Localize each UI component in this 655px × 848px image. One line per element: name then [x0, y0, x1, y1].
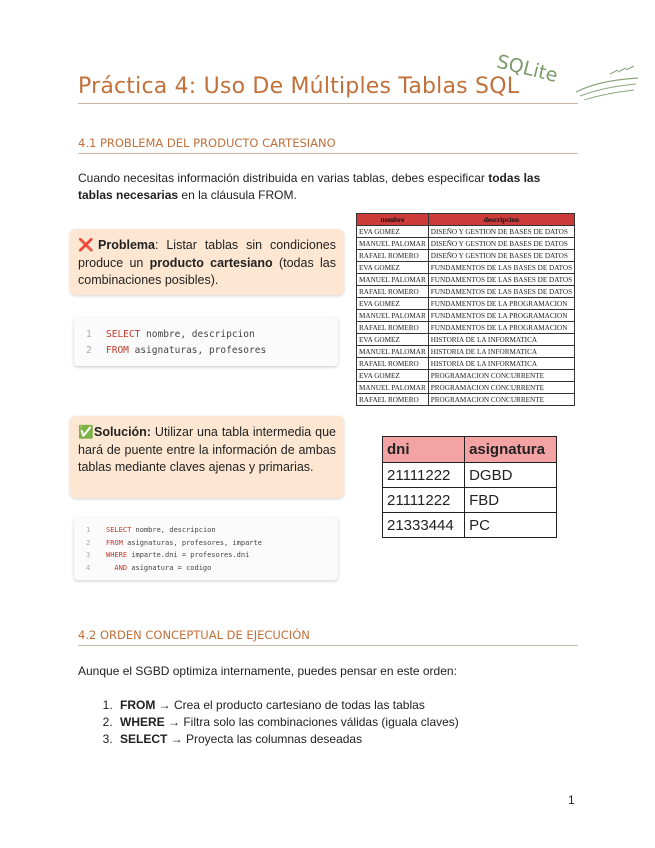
line-number: 4	[86, 563, 91, 572]
table-cell: EVA GOMEZ	[357, 262, 429, 274]
table-cell: EVA GOMEZ	[357, 334, 429, 346]
line-number: 1	[86, 526, 91, 534]
table-cell: RAFAEL ROMERO	[357, 394, 429, 406]
step-keyword: FROM	[120, 698, 156, 712]
solution-callout: ✅Solución: Utilizar una tabla intermedia que hará de puente entre la información de ambas tablas mediante claves ajenas y primarias.	[70, 416, 344, 498]
table-row	[383, 463, 557, 488]
table-cell: 21111222	[383, 463, 465, 488]
line-number: 3	[86, 551, 91, 559]
code-line	[86, 537, 338, 550]
table-row	[357, 238, 575, 250]
table-cell: RAFAEL ROMERO	[357, 358, 429, 370]
table-cell: FUNDAMENTOS DE LA PROGRAMACION	[428, 322, 574, 334]
table-cell: DISEÑO Y GESTION DE BASES DE DATOS	[428, 226, 574, 238]
page-number: 1	[568, 793, 575, 807]
table-cell: FUNDAMENTOS DE LAS BASES DE DATOS	[428, 286, 574, 298]
table-cell: MANUEL PALOMAR	[357, 310, 429, 322]
code-block-join	[74, 518, 338, 580]
table-cell: 21111222	[383, 488, 465, 513]
code-line	[86, 562, 338, 575]
table-cell: MANUEL PALOMAR	[357, 346, 429, 358]
table-cell: HISTORIA DE LA INFORMATICA	[428, 334, 574, 346]
table-cell: FUNDAMENTOS DE LAS BASES DE DATOS	[428, 274, 574, 286]
table-cell: FBD	[465, 488, 557, 513]
table-cell: DISEÑO Y GESTION DE BASES DE DATOS	[428, 238, 574, 250]
line-number: 2	[86, 345, 92, 356]
table-row	[357, 370, 575, 382]
table-cell: EVA GOMEZ	[357, 226, 429, 238]
order-intro: Aunque el SGBD optimiza internamente, puedes pensar en este orden:	[78, 664, 457, 678]
sql-keyword: SELECT	[106, 526, 132, 534]
cartesian-result-table	[356, 213, 575, 406]
logo-text: SQLite	[494, 50, 560, 87]
column-header: dni	[383, 437, 465, 463]
table-row	[357, 382, 575, 394]
code-line	[86, 343, 338, 359]
line-number: 2	[86, 538, 91, 547]
table-row	[357, 322, 575, 334]
table-row	[357, 250, 575, 262]
order-step	[116, 714, 576, 731]
section-divider	[78, 645, 578, 646]
table-row	[357, 262, 575, 274]
table-row	[357, 394, 575, 406]
table-cell: HISTORIA DE LA INFORMATICA	[428, 358, 574, 370]
table-cell: HISTORIA DE LA INFORMATICA	[428, 346, 574, 358]
section-heading-order: 4.2 ORDEN CONCEPTUAL DE EJECUCIÓN	[78, 628, 310, 642]
table-row	[357, 274, 575, 286]
table-cell: RAFAEL ROMERO	[357, 322, 429, 334]
table-cell: 21333444	[383, 513, 465, 538]
line-number: 1	[86, 329, 92, 340]
table-row	[357, 298, 575, 310]
table-cell: PROGRAMACION CONCURRENTE	[428, 370, 574, 382]
execution-order-list	[96, 697, 576, 748]
solution-label: Solución:	[94, 425, 151, 439]
table-cell: FUNDAMENTOS DE LA PROGRAMACION	[428, 298, 574, 310]
problem-callout: ❌Problema: Listar tablas sin condiciones produce un producto cartesiano (todas las combinaciones posibles).	[70, 229, 344, 295]
table-row	[383, 513, 557, 538]
table-row	[357, 286, 575, 298]
sql-text: asignatura = codigo	[127, 563, 212, 572]
page-title: Práctica 4: Uso De Múltiples Tablas SQL	[78, 74, 520, 99]
sql-text: nombre, descripcion	[131, 526, 216, 534]
imparte-table	[382, 436, 557, 538]
step-text: → Filtra solo las combinaciones válidas (iguala claves)	[164, 715, 459, 729]
table-cell: MANUEL PALOMAR	[357, 274, 429, 286]
sql-keyword: FROM	[106, 538, 123, 547]
table-row	[357, 334, 575, 346]
step-keyword: SELECT	[120, 732, 168, 746]
table-row	[357, 310, 575, 322]
table-cell: PROGRAMACION CONCURRENTE	[428, 382, 574, 394]
column-header: asignatura	[465, 437, 557, 463]
table-cell: PROGRAMACION CONCURRENTE	[428, 394, 574, 406]
sql-keyword: FROM	[106, 345, 129, 356]
sql-keyword: WHERE	[106, 551, 128, 559]
table-cell: DGBD	[465, 463, 557, 488]
table-cell: EVA GOMEZ	[357, 298, 429, 310]
code-block-cartesian	[74, 318, 338, 366]
table-cell: FUNDAMENTOS DE LA PROGRAMACION	[428, 310, 574, 322]
table-row	[383, 488, 557, 513]
cross-icon: ❌	[78, 238, 98, 252]
table-row	[357, 346, 575, 358]
table-cell: EVA GOMEZ	[357, 370, 429, 382]
problem-label: Problema	[98, 238, 155, 252]
sql-keyword: SELECT	[106, 329, 141, 340]
sql-text: nombre, descripcion	[140, 329, 255, 340]
order-step	[116, 731, 576, 748]
table-cell: MANUEL PALOMAR	[357, 238, 429, 250]
table-cell: FUNDAMENTOS DE LAS BASES DE DATOS	[428, 262, 574, 274]
table-cell: MANUEL PALOMAR	[357, 382, 429, 394]
section-divider	[78, 153, 578, 154]
sql-text: asignaturas, profesores, imparte	[122, 538, 262, 547]
sql-text: asignaturas, profesores	[128, 345, 267, 356]
table-row	[357, 226, 575, 238]
sql-text: imparte.dni = profesores.dni	[127, 551, 250, 559]
column-header: descripcion	[428, 214, 574, 226]
sqlite-logo	[492, 50, 642, 110]
order-step	[116, 697, 576, 714]
check-icon: ✅	[78, 425, 95, 439]
column-header: nombre	[357, 214, 429, 226]
table-cell: DISEÑO Y GESTION DE BASES DE DATOS	[428, 250, 574, 262]
step-keyword: WHERE	[120, 715, 165, 729]
table-cell: RAFAEL ROMERO	[357, 286, 429, 298]
table-cell: PC	[465, 513, 557, 538]
step-text: → Crea el producto cartesiano de todas las tablas	[155, 698, 425, 712]
table-row	[357, 358, 575, 370]
sql-keyword: AND	[106, 563, 128, 572]
step-text: → Proyecta las columnas deseadas	[167, 732, 363, 746]
intro-paragraph: Cuando necesitas información distribuida en varias tablas, debes especificar todas las tablas necesarias en la cláusula FROM.	[78, 171, 541, 202]
section-heading-cartesian: 4.1 PROBLEMA DEL PRODUCTO CARTESIANO	[78, 136, 336, 150]
table-cell: RAFAEL ROMERO	[357, 250, 429, 262]
code-line	[86, 327, 338, 343]
code-line	[86, 524, 338, 537]
code-line	[86, 549, 338, 562]
